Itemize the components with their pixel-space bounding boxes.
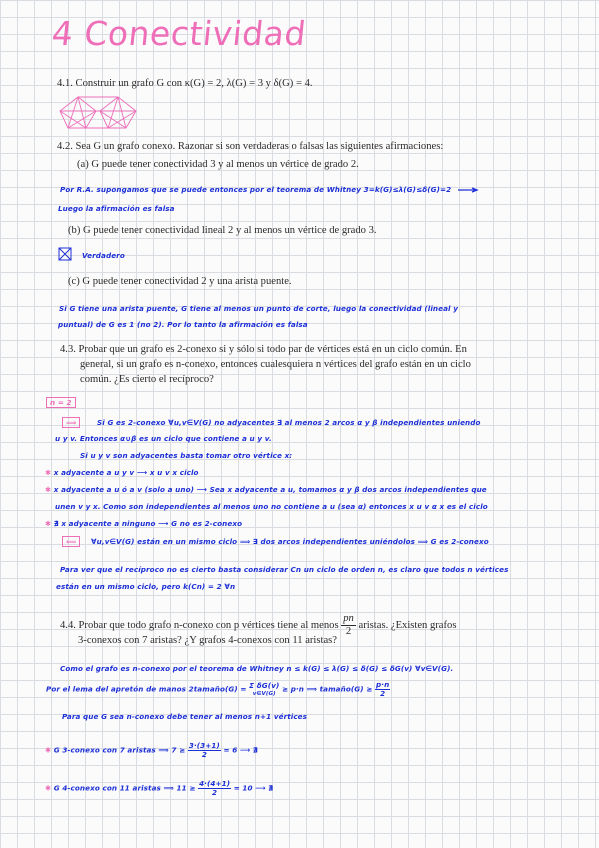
proof-forward-line1: ⟹ Si G es 2-conexo ∀u,v∈V(G) no adyacentes ∃ al menos 2 arcos α y β independientes uniendo [62,417,481,428]
handshake-sum: Σ δG(v) v∈V(G) [249,680,280,697]
fraction-4-case: $\frac{4\cdot(4+1)}{2}$ [199,779,231,797]
complete-graph-k4-icon [58,247,72,261]
bullet-case-2-cont: unen v y x. Como son independientes al menos uno no contiene a u (sea α) entonces x u v α x es el ciclo [55,502,488,511]
proof-44-line1: Como el grafo es n-conexo por el teorema de Whitney n ≤ k(G) ≤ λ(G) ≤ δ(G) ≤ δG(v) ∀v∈V(G). [60,664,454,673]
bullet-case-2: ✱ x adyacente a u ó a v (solo a uno) ⟶ Sea x adyacente a u, tomamos α y β dos arcos independientes que [45,485,487,494]
fraction-pn-over-2: $\frac{pn}{2}$ [343,613,354,637]
case-4-conexo: ✱ G 4-conexo con 11 aristas ⟹ 11 ≥ $\frac{4\cdot(4+1)}{2}$ = 10 ⟶ ∄ [45,779,274,797]
exercise-4-4-line2: 3-conexos con 7 aristas? ¿Y grafos 4-conexos con 11 aristas? [78,635,337,646]
proof-forward-line3: Si u y v son adyacentes basta tomar otro vértice x: [80,451,293,460]
answer-b: Verdadero [82,251,125,260]
answer-a-line1: Por R.A. supongamos que se puede entonces por el teorema de Whitney 3=k(G)≤λ(G)≤δ(G)=2 [60,185,479,194]
converse-line1: Para ver que el recíproco no es cierto basta considerar Cn un ciclo de orden n, es claro que todos n vértices [60,565,509,574]
statement-b: (b) G puede tener conectividad lineal 2 y al menos un vértice de grado 3. [68,225,377,236]
case-3-conexo: ✱ G 3-conexo con 7 aristas ⟹ 7 ≥ $\frac{3\cdot(3+1)}{2}$ = 6 ⟶ ∄ [45,741,258,759]
exercise-4-3-line2: general, si un grafo es n-conexo, entonces cualesquiera n vértices del grafo están en un ciclo [80,359,471,370]
contradiction-arrow-icon [457,187,479,193]
exercise-4-1: 4.1. Construir un grafo G con κ(G) = 2, λ(G) = 3 y δ(G) = 4. [57,78,313,89]
implies-left-box: ⟸ [62,536,80,547]
exercise-4-3-line3: común. ¿Es cierto el recíproco? [80,374,214,385]
bullet-case-3: ✱ ∄ x adyacente a ninguno ⟶ G no es 2-conexo [45,519,243,528]
proof-44-line3: Para que G sea n-conexo debe tener al menos n+1 vértices [62,712,308,721]
exercise-4-2-intro: 4.2. Sea G un grafo conexo. Razonar si son verdaderas o falsas las siguientes afirmaciones: [57,141,444,152]
exercise-4-3-line1: 4.3. Probar que un grafo es 2-conexo si y sólo si todo par de vértices está en un ciclo común. En [60,344,467,355]
answer-c-line2: puntual) de G es 1 (no 2). Por lo tanto la afirmación es falsa [58,320,308,329]
page-title: 4 Conectividad [49,14,309,53]
converse-line2: están en un mismo ciclo, pero k(Cn) = 2 ∀n [56,582,236,591]
statement-a: (a) G puede tener conectividad 3 y al menos un vértice de grado 2. [77,159,359,170]
bullet-case-1: ✱ x adyacente a u y v ⟶ x u v x ciclo [45,468,199,477]
case-n2-tag: n = 2 [46,397,76,408]
statement-c: (c) G puede tener conectividad 2 y una arista puente. [68,276,292,287]
exercise-4-4-line1: 4.4. Probar que todo grafo n-conexo con p vértices tiene al menos $\frac{pn}{2}$ aristas. ¿Existen grafos [60,613,457,637]
fraction-pn-2-hand: $\frac{p\cdot n}{2}$ [376,680,390,698]
proof-forward-line2: u y v. Entonces α∪β es un ciclo que contiene a u y v. [55,434,272,443]
answer-a-line2: Luego la afirmación es falsa [58,204,175,213]
implies-right-box: ⟹ [62,417,80,428]
proof-44-line2: Por el lema del apretón de manos 2tamaño(G) = Σ δG(v) v∈V(G) ≥ p·n ⟹ tamaño(G) ≥ $\frac{p\cdot n}{2}$ [46,680,390,698]
proof-backward-line: ⟸ ∀u,v∈V(G) están en un mismo ciclo ⟹ ∃ dos arcos independientes uniéndolos ⟹ G es 2-conexo [62,536,489,547]
graph-drawing [56,94,142,132]
answer-c-line1: Si G tiene una arista puente, G tiene al menos un punto de corte, luego la conectividad (lineal y [59,304,459,313]
fraction-3-case: $\frac{3\cdot(3+1)}{2}$ [188,741,220,759]
